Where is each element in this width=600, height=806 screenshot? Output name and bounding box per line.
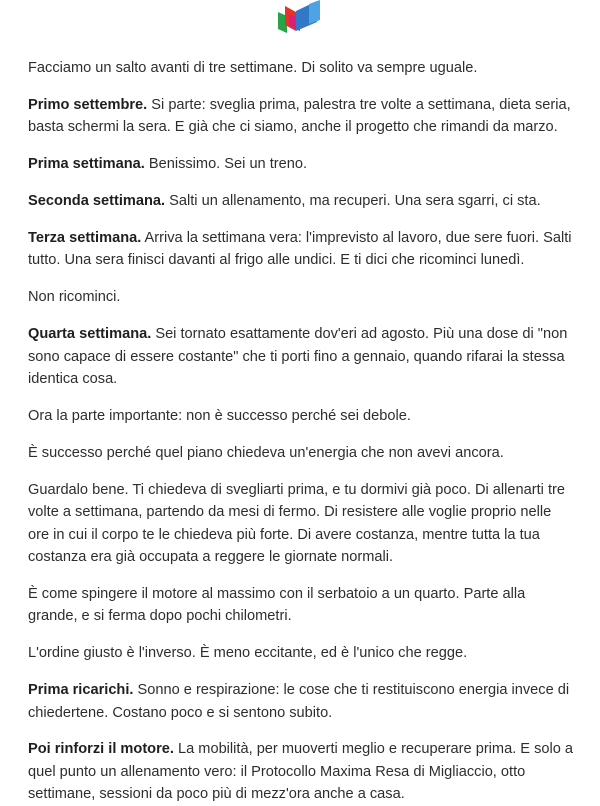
paragraph <box>28 479 574 569</box>
paragraph-text: Facciamo un salto avanti di tre settimane. Di solito va sempre uguale. <box>28 60 478 76</box>
paragraph-text: È successo perché quel piano chiedeva un'energia che non avevi ancora. <box>28 444 504 461</box>
header <box>0 0 600 48</box>
paragraph-text: Arriva la settimana vera: l'imprevisto al lavoro, due sere fuori. Salti tutto. Una sera finisci davanti al frigo alle undici. E ti dici che ricominci lunedì. <box>28 230 572 269</box>
paragraph-text: Ora la parte importante: non è successo perché sei debole. <box>28 407 411 424</box>
paragraph-text: Sonno e respirazione: le cose che ti restituiscono energia invece di chiedertene. Costano poco e si sentono subito. <box>28 682 570 721</box>
paragraph <box>28 323 574 390</box>
paragraph <box>28 94 574 139</box>
paragraph-text: Non ricominci. <box>28 289 121 306</box>
brand-logo-icon <box>276 0 324 34</box>
paragraph-text: Si parte: sveglia prima, palestra tre volte a settimana, dieta seria, basta schermi la sera. E già che ci siamo, anche il progetto che rimandi da marzo. <box>28 96 571 136</box>
paragraph-lead: Terza settimana. <box>28 230 142 247</box>
paragraph <box>28 153 574 175</box>
paragraph-text: Benissimo. Sei un treno. <box>144 156 308 173</box>
paragraph-lead: Quarta settimana. <box>28 326 152 343</box>
paragraph <box>28 57 574 79</box>
paragraph-lead: Primo settembre. <box>28 96 148 113</box>
paragraph-text: Guardalo bene. Ti chiedeva di svegliarti prima, e tu dormivi già poco. Di allenarti tre volte a settimana, partendo da mesi di fermo. Di resistere alle voglie proprio nelle ore in cui il corpo te le chiedeva più forte. Di avere costanza, mentre tutta la tua costanza era già occupata a reggere le giornate normali. <box>28 481 565 565</box>
paragraph-text: La mobilità, per muoverti meglio e recuperare prima. E solo a quel punto un allenamento vero: il Protocollo Maxima Resa di Migliaccio, otto settimane, sessioni da poco più di mezz'ora anche a casa. <box>28 741 574 803</box>
paragraph-text: L'ordine giusto è l'inverso. È meno eccitante, ed è l'unico che regge. <box>28 645 468 662</box>
paragraph-text: Sei tornato esattamente dov'eri ad agosto. Più una dose di "non sono capace di essere costante" che ti porti fino a gennaio, quando rifarai la stessa identica cosa. <box>28 326 568 388</box>
paragraph <box>28 642 574 664</box>
paragraph <box>28 442 574 464</box>
paragraph-lead: Prima settimana. <box>28 156 145 173</box>
paragraph <box>28 405 574 427</box>
article-body <box>0 57 600 806</box>
paragraph-text: Salti un allenamento, ma recuperi. Una sera sgarri, ci sta. <box>165 193 541 210</box>
paragraph-lead: Prima ricarichi. <box>28 682 134 699</box>
paragraph <box>28 227 574 272</box>
paragraph <box>28 679 574 724</box>
paragraph-lead: Seconda settimana. <box>28 193 166 210</box>
paragraph <box>28 738 574 805</box>
paragraph <box>28 286 574 308</box>
paragraph <box>28 190 574 212</box>
paragraph-text: È come spingere il motore al massimo con il serbatoio a un quarto. Parte alla grande, e si ferma dopo pochi chilometri. <box>28 585 526 625</box>
paragraph-lead: Poi rinforzi il motore. <box>28 741 174 758</box>
paragraph <box>28 583 574 628</box>
